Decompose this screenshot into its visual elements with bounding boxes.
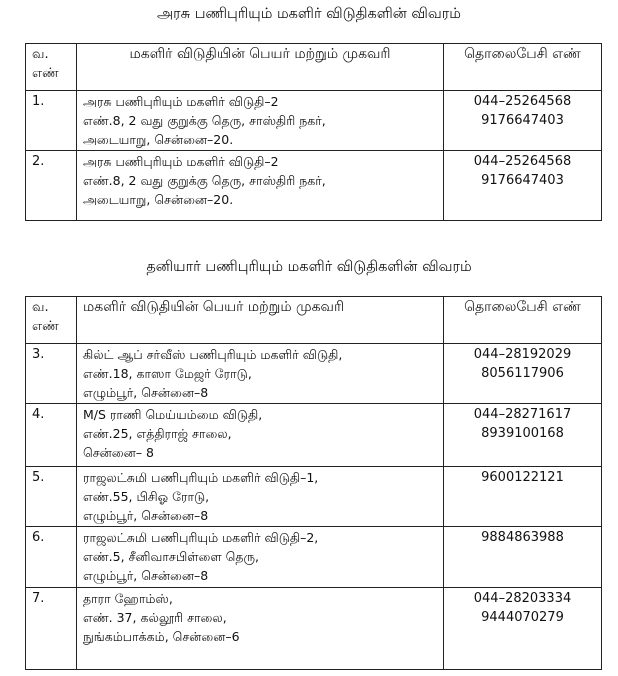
- serial-number: 1.: [26, 91, 77, 151]
- address-line: தாரா ஹோம்ஸ்,: [83, 591, 173, 606]
- phone-number: 9600122121: [481, 470, 564, 485]
- address-line: எண்.5, சீனிவாசபிள்ளை தெரு,: [83, 549, 260, 564]
- phone-number: 044–25264568: [473, 154, 572, 169]
- phone-number: 9444070279: [481, 610, 564, 625]
- table-row: [26, 588, 602, 670]
- serial-number: 6.: [26, 527, 77, 588]
- phone-number: 044–28203334: [473, 591, 572, 606]
- phone-number: 8056117906: [481, 366, 564, 381]
- address-line: எண்.8, 2 வது குறுக்கு தெரு, சாஸ்திரி நகர்,: [83, 113, 326, 128]
- hostel-address: [77, 404, 444, 467]
- address-line: எண்.25, எத்திராஜ் சாலை,: [83, 426, 232, 441]
- phone-numbers: [444, 404, 602, 467]
- phone-number: 8939100168: [481, 426, 564, 441]
- private-hostels-table: [25, 296, 602, 670]
- address-line: எழும்பூர், சென்னை–8: [83, 568, 209, 583]
- address-line: அரசு பணிபுரியும் மகளிர் விடுதி–2: [83, 94, 279, 109]
- address-line: சென்னை– 8: [83, 445, 154, 460]
- address-line: ராஜலட்சுமி பணிபுரியும் மகளிர் விடுதி–1,: [83, 470, 319, 485]
- serial-number: 3.: [26, 344, 77, 404]
- table-header-row: [26, 44, 602, 91]
- address-line: கில்ட் ஆப் சர்வீஸ் பணிபுரியும் மகளிர் விடுதி,: [83, 347, 343, 362]
- hostel-address: [77, 588, 444, 670]
- serial-number-header: [26, 44, 77, 91]
- table-row: [26, 91, 602, 151]
- name-address-header: மகளிர் விடுதியின் பெயர் மற்றும் முகவரி: [77, 297, 444, 344]
- phone-header: தொலைபேசி எண்: [444, 297, 602, 344]
- table-row: [26, 527, 602, 588]
- serial-header-line2: எண்: [32, 66, 59, 81]
- address-line: ராஜலட்சுமி பணிபுரியும் மகளிர் விடுதி–2,: [83, 530, 319, 545]
- table-row: [26, 344, 602, 404]
- serial-header-line2: எண்: [32, 319, 59, 334]
- hostel-address: [77, 91, 444, 151]
- address-line: M/S ராணி மெய்யம்மை விடுதி,: [83, 407, 263, 422]
- phone-number: 9176647403: [481, 113, 564, 128]
- address-line: அரசு பணிபுரியும் மகளிர் விடுதி–2: [83, 154, 279, 169]
- phone-numbers: [444, 344, 602, 404]
- table-row: [26, 151, 602, 221]
- hostel-address: [77, 344, 444, 404]
- govt-hostels-table: [25, 43, 602, 221]
- govt-hostels-title: அரசு பணிபுரியும் மகளிர் விடுதிகளின் விவரம்: [157, 6, 461, 22]
- phone-number: 9884863988: [481, 530, 564, 545]
- phone-numbers: [444, 91, 602, 151]
- address-line: அடையாறு, சென்னை–20.: [83, 132, 234, 147]
- phone-number: 044–25264568: [473, 94, 572, 109]
- serial-number: 2.: [26, 151, 77, 221]
- serial-number: 5.: [26, 467, 77, 527]
- phone-number: 044–28271617: [473, 407, 572, 422]
- phone-number: 9176647403: [481, 173, 564, 188]
- name-address-header: மகளிர் விடுதியின் பெயர் மற்றும் முகவரி: [77, 44, 444, 91]
- table-row: [26, 467, 602, 527]
- address-line: எண்.18, காஸா மேஜர் ரோடு,: [83, 366, 252, 381]
- address-line: எண்.8, 2 வது குறுக்கு தெரு, சாஸ்திரி நகர்,: [83, 173, 326, 188]
- hostel-address: [77, 527, 444, 588]
- phone-numbers: [444, 588, 602, 670]
- table-row: [26, 404, 602, 467]
- address-line: எண்.55, பிசிஓ ரோடு,: [83, 489, 210, 504]
- phone-numbers: [444, 151, 602, 221]
- table-header-row: [26, 297, 602, 344]
- address-line: நுங்கம்பாக்கம், சென்னை–6: [83, 629, 240, 644]
- address-line: அடையாறு, சென்னை–20.: [83, 192, 234, 207]
- phone-numbers: [444, 527, 602, 588]
- phone-numbers: [444, 467, 602, 527]
- serial-header-line1: வ.: [32, 300, 49, 315]
- address-line: எழும்பூர், சென்னை–8: [83, 385, 209, 400]
- serial-header-line1: வ.: [32, 47, 49, 62]
- address-line: எண். 37, கல்லூரி சாலை,: [83, 610, 227, 625]
- serial-number: 7.: [26, 588, 77, 670]
- private-hostels-title: தனியார் பணிபுரியும் மகளிர் விடுதிகளின் விவரம்: [146, 259, 472, 275]
- address-line: எழும்பூர், சென்னை–8: [83, 508, 209, 523]
- serial-number: 4.: [26, 404, 77, 467]
- phone-header: தொலைபேசி எண்: [444, 44, 602, 91]
- hostel-address: [77, 467, 444, 527]
- serial-number-header: [26, 297, 77, 344]
- phone-number: 044–28192029: [473, 347, 572, 362]
- hostel-address: [77, 151, 444, 221]
